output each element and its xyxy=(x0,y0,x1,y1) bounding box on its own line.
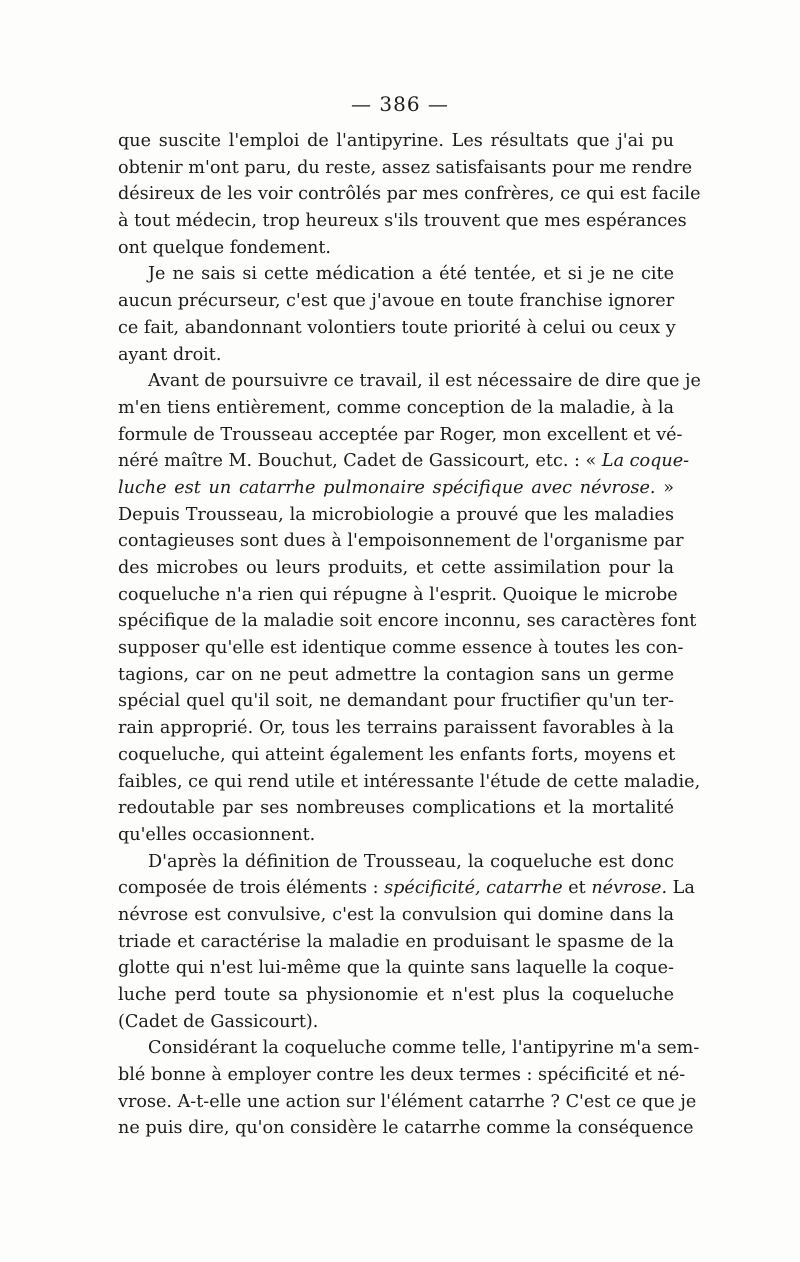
text-segment: faibles, ce qui rend utile et intéressante l'étude de cette maladie, xyxy=(118,771,701,792)
text-segment: qu'elles occasionnent. xyxy=(118,824,316,845)
text-segment: spécial quel qu'il soit, ne demandant pour fructifier qu'un ter- xyxy=(118,691,674,712)
text-line xyxy=(118,422,683,449)
text-line xyxy=(118,528,684,555)
text-segment: spécifique de la maladie soit encore inconnu, ses caractères font xyxy=(118,611,697,632)
text-line xyxy=(118,1089,697,1116)
text-segment: aucun précurseur, c'est que j'avoue en toute franchise ignorer xyxy=(118,291,675,312)
text-segment: coqueluche n'a rien qui répugne à l'esprit. Quoique le microbe xyxy=(118,584,678,605)
text-segment: Avant de poursuivre ce travail, il est nécessaire de dire que je xyxy=(148,371,701,392)
text-line xyxy=(118,395,674,422)
text-segment: obtenir m'ont paru, du reste, assez satisfaisants pour me rendre xyxy=(118,157,693,178)
text-segment: ce fait, abandonnant volontiers toute priorité à celui ou ceux y xyxy=(118,317,676,338)
text-segment: glotte qui n'est lui-même que la quinte sans laquelle la coque- xyxy=(118,958,674,979)
text-segment: formule de Trousseau acceptée par Roger, mon excellent et vé- xyxy=(118,424,683,445)
text-line xyxy=(118,608,697,635)
text-segment: névrose est convulsive, c'est la convulsion qui domine dans la xyxy=(118,904,674,925)
text-segment: à tout médecin, trop heureux s'ils trouvent que mes espérances xyxy=(118,211,687,232)
text-line xyxy=(118,235,674,262)
text-line xyxy=(118,688,674,715)
text-line xyxy=(118,769,701,796)
text-segment: vrose. A-t-elle une action sur l'élément catarrhe ? C'est ce que je xyxy=(118,1091,697,1112)
text-line xyxy=(118,795,674,822)
italic-text: névrose. xyxy=(591,878,668,899)
text-line xyxy=(118,555,674,582)
italic-text: luche est un catarrhe pulmonaire spécifique avec névrose. xyxy=(118,477,656,498)
text-segment: La xyxy=(667,878,695,899)
text-line xyxy=(118,635,684,662)
text-segment: D'après la définition de Trousseau, la coqueluche est donc xyxy=(148,851,674,872)
text-line xyxy=(118,208,687,235)
body-text xyxy=(118,128,701,1142)
text-segment: m'en tiens entièrement, comme conception de la maladie, à la xyxy=(118,397,674,418)
text-segment: tagions, car on ne peut admettre la contagion sans un germe xyxy=(118,664,674,685)
text-segment: triade et caractérise la maladie en produisant le spasme de la xyxy=(118,931,674,952)
text-segment: » xyxy=(655,477,674,498)
text-segment: composée de trois éléments : xyxy=(118,878,385,899)
page-number: — 386 — xyxy=(351,92,449,116)
text-line xyxy=(118,1115,694,1142)
text-line xyxy=(118,822,674,849)
text-line xyxy=(118,875,695,902)
text-segment: (Cadet de Gassicourt). xyxy=(118,1011,319,1032)
text-segment: ne puis dire, qu'on considère le catarrhe comme la conséquence xyxy=(118,1118,694,1139)
text-line xyxy=(118,475,674,502)
text-line xyxy=(118,128,674,155)
italic-text: La coque- xyxy=(601,451,690,472)
text-line xyxy=(118,155,693,182)
text-line xyxy=(118,315,674,342)
text-line xyxy=(118,902,674,929)
text-line xyxy=(118,849,674,876)
text-line xyxy=(118,181,701,208)
text-segment: que suscite l'emploi de l'antipyrine. Les résultats que j'ai pu xyxy=(118,131,674,151)
text-line xyxy=(118,502,674,529)
text-line xyxy=(118,582,678,609)
text-segment: désireux de les voir contrôlés par mes confrères, ce qui est facile xyxy=(118,184,701,205)
text-line xyxy=(118,1035,700,1062)
italic-text: spécificité, catarrhe xyxy=(384,878,563,899)
text-segment: ont quelque fondement. xyxy=(118,237,332,258)
text-line xyxy=(118,662,674,689)
text-segment: néré maître M. Bouchut, Cadet de Gassicourt, etc. : « xyxy=(118,451,602,472)
text-segment: des microbes ou leurs produits, et cette assimilation pour la xyxy=(118,558,674,578)
text-segment: redoutable par ses nombreuses complications et la mortalité xyxy=(118,798,674,819)
text-line xyxy=(118,261,674,288)
text-segment: Considérant la coqueluche comme telle, l'antipyrine m'a sem- xyxy=(148,1038,700,1059)
text-line xyxy=(118,929,674,956)
text-segment: ayant droit. xyxy=(118,344,222,365)
text-segment: Depuis Trousseau, la microbiologie a prouvé que les maladies xyxy=(118,504,674,525)
text-line xyxy=(118,368,701,395)
text-segment: contagieuses sont dues à l'empoisonnement de l'organisme par xyxy=(118,531,684,552)
text-segment: coqueluche, qui atteint également les enfants forts, moyens et xyxy=(118,744,676,765)
text-line xyxy=(118,288,674,315)
text-line xyxy=(118,1009,674,1036)
text-segment: supposer qu'elle est identique comme essence à toutes les con- xyxy=(118,638,684,659)
text-line xyxy=(118,448,690,475)
text-segment: et xyxy=(562,878,592,899)
text-line xyxy=(118,955,674,982)
text-line xyxy=(118,342,674,369)
text-line xyxy=(118,982,674,1009)
text-line xyxy=(118,715,674,742)
text-line xyxy=(118,742,674,769)
text-segment: rain approprié. Or, tous les terrains paraissent favorables à la xyxy=(118,718,674,739)
text-segment: blé bonne à employer contre les deux termes : spécificité et né- xyxy=(118,1065,686,1086)
text-segment: Je ne sais si cette médication a été tentée, et si je ne cite xyxy=(148,264,674,285)
text-line xyxy=(118,1062,686,1089)
text-segment: luche perd toute sa physionomie et n'est plus la coqueluche xyxy=(118,985,674,1005)
